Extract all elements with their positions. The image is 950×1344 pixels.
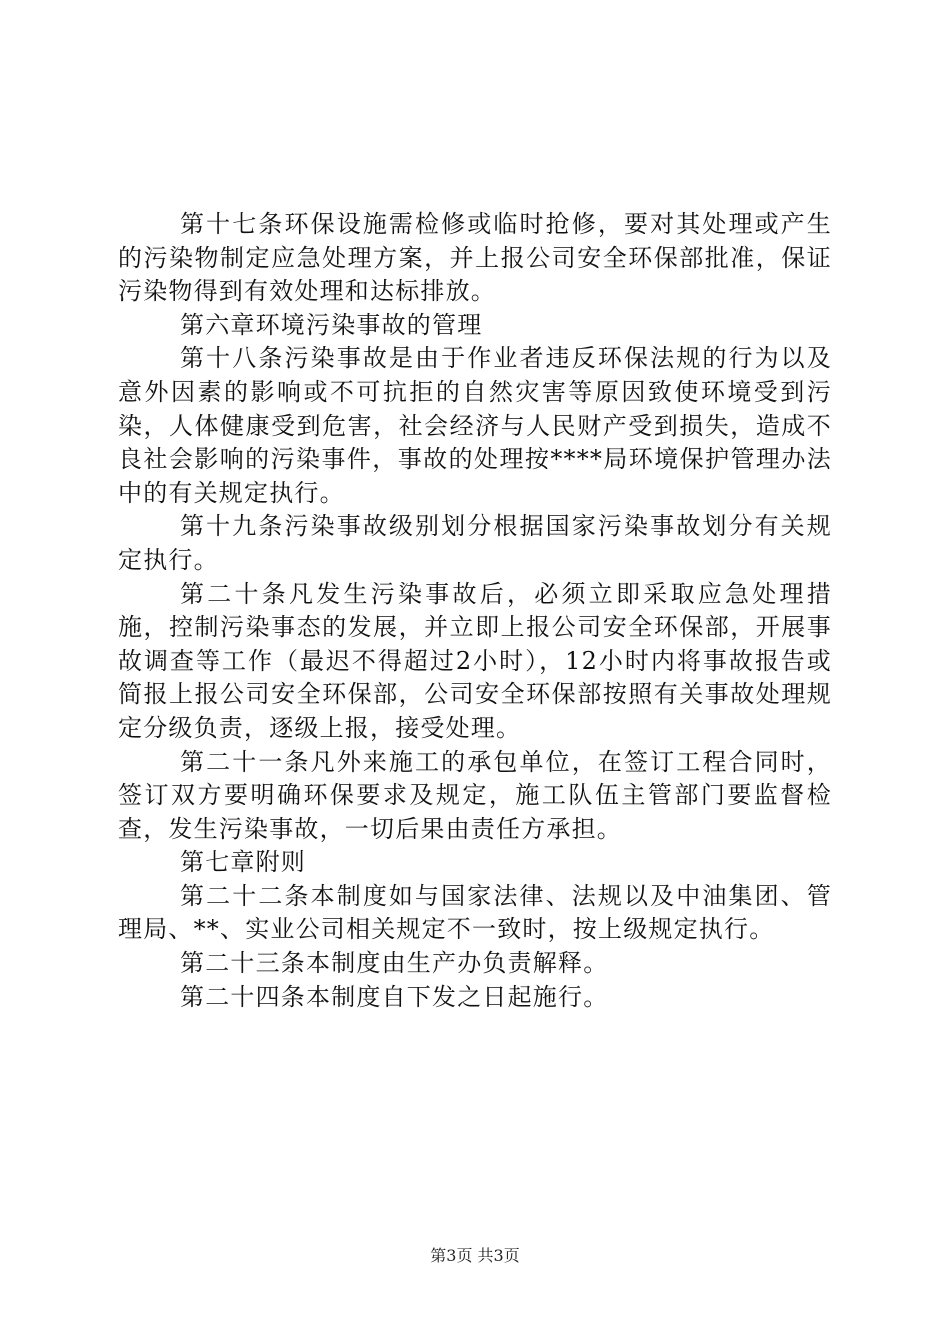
paragraph-article-18: 第十八条污染事故是由于作业者违反环保法规的行为以及意外因素的影响或不可抗拒的自然灾害等原因致使环境受到污染，人体健康受到危害，社会经济与人民财产受到损失，造成不良社会影响的污染事件，事故的处理按****局环境保护管理办法中的有关规定执行。 [118,344,832,507]
document-body [118,208,832,1014]
paragraph-article-19: 第十九条污染事故级别划分根据国家污染事故划分有关规定执行。 [118,512,832,574]
paragraph-article-24: 第二十四条本制度自下发之日起施行。 [180,982,609,1011]
chapter-heading-7: 第七章附则 [180,848,306,877]
paragraph-article-17: 第十七条环保设施需检修或临时抢修，要对其处理或产生的污染物制定应急处理方案，并上报公司安全环保部批准，保证污染物得到有效处理和达标排放。 [118,210,832,306]
paragraph-article-23: 第二十三条本制度由生产办负责解释。 [180,949,609,978]
paragraph-article-22: 第二十二条本制度如与国家法律、法规以及中油集团、管理局、**、实业公司相关规定不一致时，按上级规定执行。 [118,881,832,944]
page-footer: 第3页 共3页 [430,1246,520,1265]
paragraph-article-21: 第二十一条凡外来施工的承包单位，在签订工程合同时，签订双方要明确环保要求及规定，施工队伍主管部门要监督检查，发生污染事故，一切后果由责任方承担。 [118,747,832,843]
paragraph-article-20: 第二十条凡发生污染事故后，必须立即采取应急处理措施，控制污染事态的发展，并立即上报公司安全环保部，开展事故调查等工作（最迟不得超过2小时），12小时内将事故报告或简报上报公司安全环保部，公司安全环保部按照有关事故处理规定分级负责，逐级上报，接受处理。 [118,579,832,742]
chapter-heading-6: 第六章环境污染事故的管理 [180,310,483,339]
